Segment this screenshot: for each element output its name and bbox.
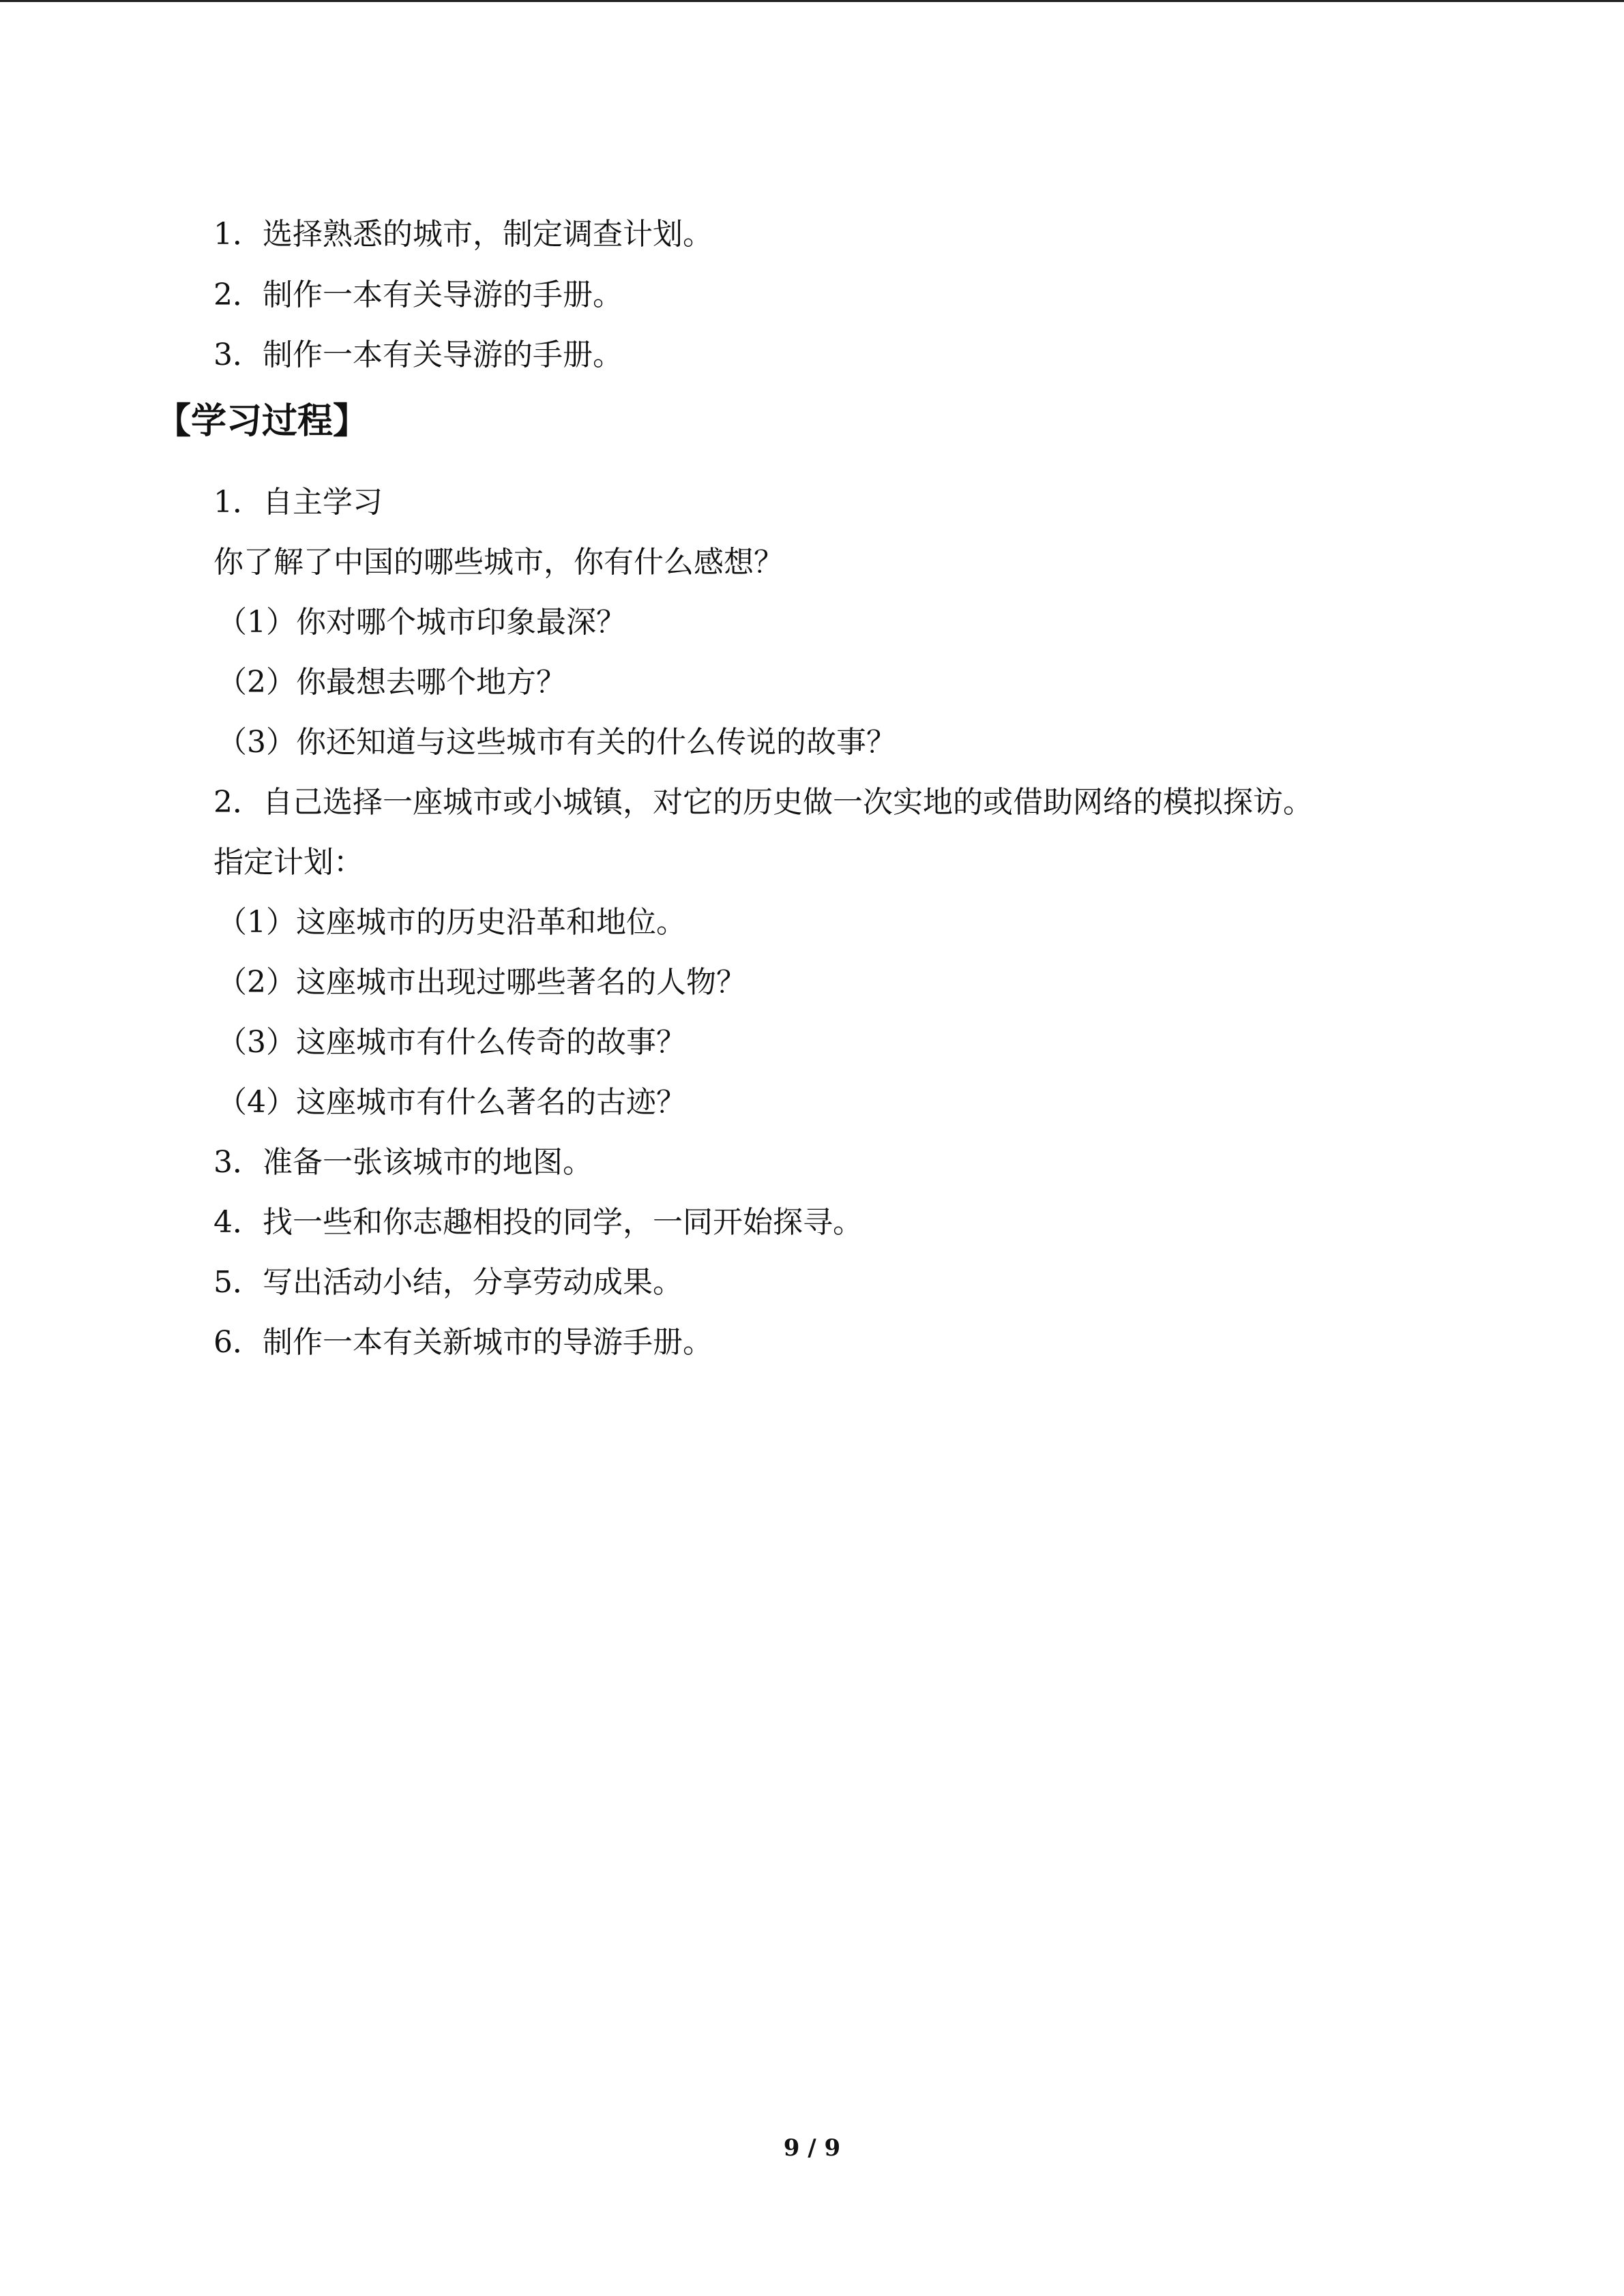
self-study-title: 1．自主学习 [213, 485, 383, 520]
plan-label: 指定计划： [213, 845, 364, 880]
plan-item-2: （2）这座城市出现过哪些著名的人物？ [217, 965, 746, 1000]
plan-item-3: （3）这座城市有什么传奇的故事？ [217, 1025, 686, 1060]
self-study-question: 你了解了中国的哪些城市，你有什么感想？ [213, 545, 784, 580]
objective-item-3: 3．制作一本有关导游的手册。 [213, 338, 623, 372]
step-2: 2．自己选择一座城市或小城镇，对它的历史做一次实地的或借助网络的模拟探访。 [213, 785, 1313, 820]
step-4: 4．找一些和你志趣相投的同学，一同开始探寻。 [213, 1205, 863, 1240]
self-study-item-2: （2）你最想去哪个地方？ [217, 665, 566, 700]
objective-item-2: 2．制作一本有关导游的手册。 [213, 278, 623, 312]
step-6: 6．制作一本有关新城市的导游手册。 [213, 1325, 713, 1360]
page-number: 9 / 9 [783, 2134, 841, 2162]
self-study-item-3: （3）你还知道与这些城市有关的什么传说的故事？ [217, 725, 896, 760]
step-5: 5．写出活动小结，分享劳动成果。 [213, 1265, 683, 1300]
self-study-item-1: （1）你对哪个城市印象最深？ [217, 605, 626, 640]
section-heading-process: 【学习过程】 [156, 401, 369, 442]
page-top-border [0, 0, 1624, 2]
step-3: 3．准备一张该城市的地图。 [213, 1145, 593, 1180]
plan-item-4: （4）这座城市有什么著名的古迹？ [217, 1085, 686, 1120]
plan-item-1: （1）这座城市的历史沿革和地位。 [217, 905, 686, 940]
objective-item-1: 1．选择熟悉的城市，制定调查计划。 [213, 217, 713, 252]
